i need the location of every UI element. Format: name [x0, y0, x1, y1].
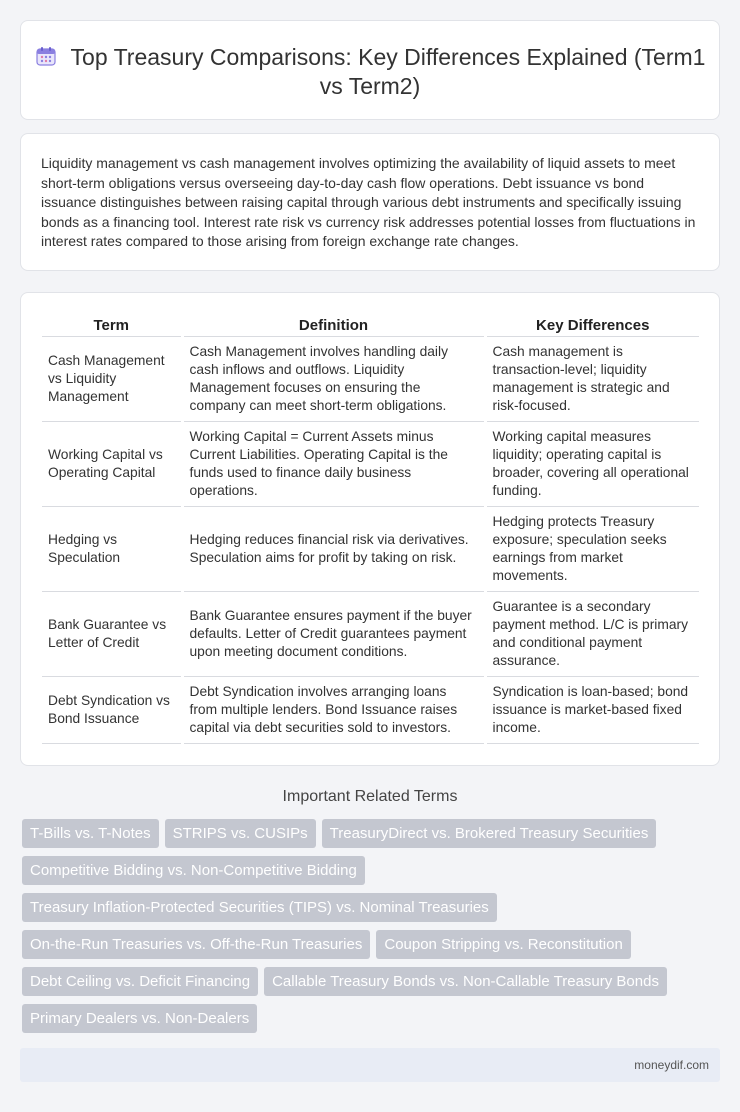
related-term-tag[interactable]: Callable Treasury Bonds vs. Non-Callable Treasury Bonds — [264, 967, 667, 996]
header-key-differences: Key Differences — [485, 314, 699, 337]
related-term-tag[interactable]: Debt Ceiling vs. Deficit Financing — [22, 967, 258, 996]
intro-card — [20, 133, 720, 271]
cell-definition: Debt Syndication involves arranging loans from multiple lenders. Bond Issuance raises capital via debt securities sold to investors. — [182, 677, 485, 744]
table-row — [42, 337, 699, 422]
related-term-tag[interactable]: Coupon Stripping vs. Reconstitution — [376, 930, 630, 959]
cell-term: Working Capital vs Operating Capital — [42, 422, 182, 507]
footer-site-link[interactable]: moneydif.com — [634, 1058, 709, 1072]
cell-term: Cash Management vs Liquidity Management — [42, 337, 182, 422]
cell-definition: Working Capital = Current Assets minus Current Liabilities. Operating Capital is the funds used to finance daily business operations. — [182, 422, 485, 507]
cell-term: Hedging vs Speculation — [42, 507, 182, 592]
page-title — [21, 43, 719, 101]
related-terms-title: Important Related Terms — [282, 788, 458, 805]
table-row — [42, 422, 699, 507]
comparison-table — [42, 314, 699, 744]
table-row — [42, 592, 699, 677]
page-title-text: Top Treasury Comparisons: Key Differences Explained (Term1 vs Term2) — [70, 44, 706, 99]
table-row — [42, 677, 699, 744]
cell-definition: Cash Management involves handling daily cash inflows and outflows. Liquidity Management focuses on ensuring the company can meet short-term obligations. — [182, 337, 485, 422]
header-definition: Definition — [182, 314, 485, 337]
table-header-row — [42, 314, 699, 337]
header-term: Term — [42, 314, 182, 337]
cell-term: Bank Guarantee vs Letter of Credit — [42, 592, 182, 677]
calendar-icon — [35, 45, 57, 67]
cell-definition: Hedging reduces financial risk via derivatives. Speculation aims for profit by taking on risk. — [182, 507, 485, 592]
cell-differences: Hedging protects Treasury exposure; speculation seeks earnings from market movements. — [485, 507, 699, 592]
cell-definition: Bank Guarantee ensures payment if the buyer defaults. Letter of Credit guarantees payment upon meeting document conditions. — [182, 592, 485, 677]
cell-differences: Cash management is transaction-level; liquidity management is strategic and risk-focused. — [485, 337, 699, 422]
related-term-tag[interactable]: STRIPS vs. CUSIPs — [165, 819, 316, 848]
cell-differences: Guarantee is a secondary payment method. L/C is primary and conditional payment assurance. — [485, 592, 699, 677]
comparison-table-card — [20, 292, 720, 766]
cell-differences: Working capital measures liquidity; operating capital is broader, covering all operational funding. — [485, 422, 699, 507]
title-card — [20, 20, 720, 120]
related-term-tag[interactable]: On-the-Run Treasuries vs. Off-the-Run Treasuries — [22, 930, 370, 959]
related-term-tag[interactable]: Primary Dealers vs. Non-Dealers — [22, 1004, 257, 1033]
cell-term: Debt Syndication vs Bond Issuance — [42, 677, 182, 744]
related-term-tag[interactable]: TreasuryDirect vs. Brokered Treasury Securities — [322, 819, 657, 848]
footer — [20, 1048, 720, 1082]
related-term-tag[interactable]: Competitive Bidding vs. Non-Competitive Bidding — [22, 856, 365, 885]
related-term-tag[interactable]: T-Bills vs. T-Notes — [22, 819, 159, 848]
related-term-tag[interactable]: Treasury Inflation-Protected Securities (TIPS) vs. Nominal Treasuries — [22, 893, 497, 922]
intro-paragraph: Liquidity management vs cash management involves optimizing the availability of liquid assets to meet short-term obligations versus overseeing day-to-day cash flow operations. Debt issuance vs bond issuance distinguishes between raising capital through various debt instruments and specifically issuing bonds as a financing tool. Interest rate risk vs currency risk addresses potential losses from fluctuations in interest rates compared to those arising from foreign exchange rate changes. — [41, 155, 696, 249]
related-terms-list — [22, 819, 722, 1041]
table-row — [42, 507, 699, 592]
cell-differences: Syndication is loan-based; bond issuance is market-based fixed income. — [485, 677, 699, 744]
